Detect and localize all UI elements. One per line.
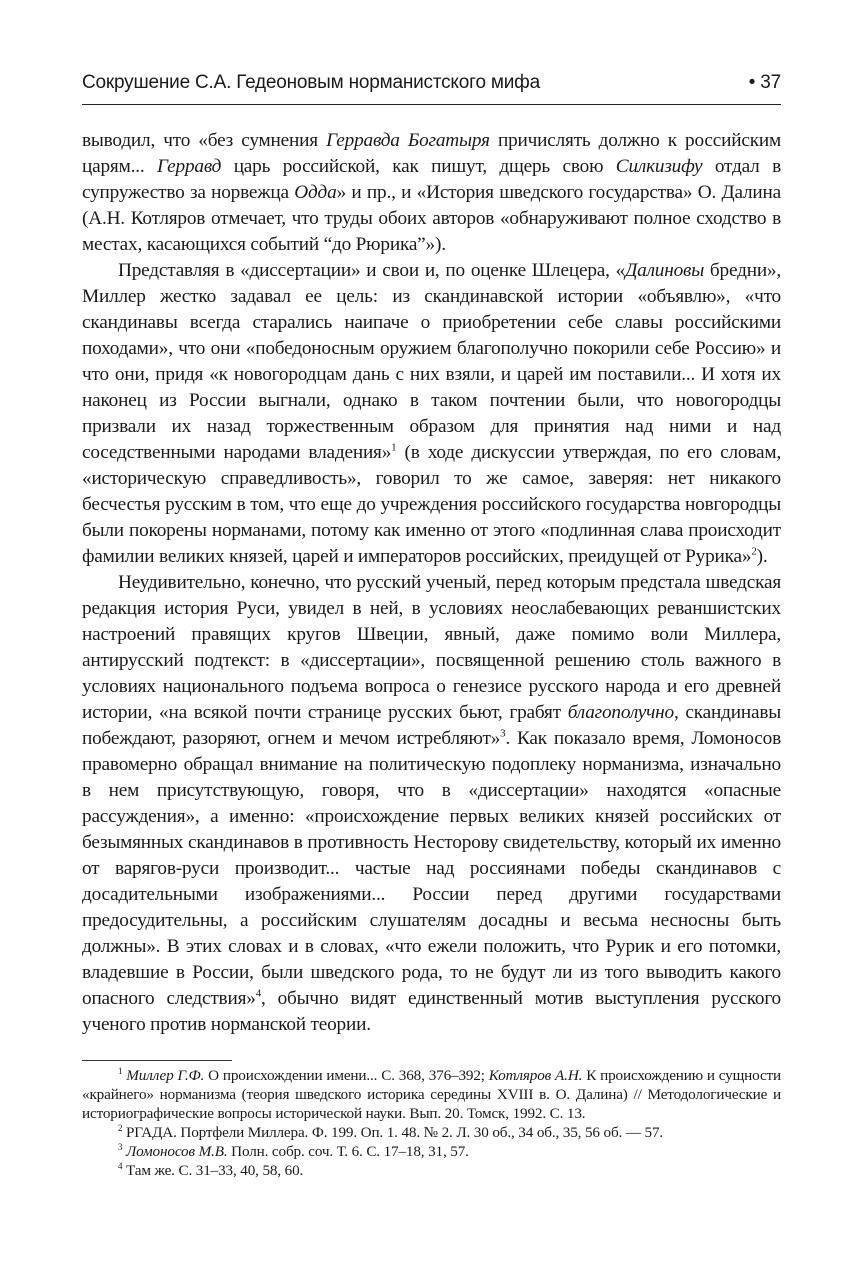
- footnote-ref-1[interactable]: 1: [391, 441, 397, 454]
- text-run: Неудивительно, конечно, что русский ученый, перед которым предстала шведская редакция история Руси, увидел в ней, в условиях неослабевающих реваншистских настроений правящих кругов Швеции, явный, даже помимо воли Миллера, антирусский подтекст: в «диссертации», посвященной решению столь важного в условиях национального подъема вопроса о генезисе русского народа и его древней истории, «на всякой почти странице русских бьют, грабят: [82, 572, 781, 723]
- footnote-2: [82, 1123, 781, 1142]
- text-run: , обычно видят единственный мотив выступления русского ученого против норманской теории.: [82, 988, 781, 1035]
- text-run: выводил, что «без сумнения: [82, 130, 327, 151]
- main-text: [82, 128, 781, 1038]
- footnote-ref-4[interactable]: 4: [255, 987, 262, 1000]
- text-run: , скандинавы побеждают, разоряют, огнем и мечом истребляют»: [82, 702, 781, 749]
- footnote-number: 4: [118, 1160, 123, 1171]
- italic-name: Одда: [294, 182, 337, 203]
- text-run: (в ходе дискуссии утверждая, по его словам, «историческую справедливость», говорил то же самое, заверяя: нет никакого бесчестья русским в том, что еще до учреждения российского государства новгородцы были покорены норманами, потому как именно от этого «подлинная слава происходит фамилии великих князей, царей и императоров российских, преидущей от Рурика»: [82, 442, 781, 567]
- text-run: отдал в супружество за норвежца: [82, 156, 781, 203]
- footnote-3: [82, 1142, 781, 1161]
- footnote-number: 2: [118, 1122, 123, 1133]
- text-run: бредни», Миллер жестко задавал ее цель: из скандинавской истории «объявлю», «что скандинавы всегда старались наипаче о приобретении себе славы российскими походами», что они «победоносным оружием благополучно покорили себе Россию» и что они, придя «к новогородцам дань с них взяли, и царей им поставили... И хотя их наконец из России выгнали, однако в таком почтении были, что новогородцы призвали их назад торжественным образом для принятия над ними и над соседственными народами владения»: [82, 260, 781, 463]
- footnote-text: Там же. С. 31–33, 40, 58, 60.: [122, 1162, 304, 1179]
- header-rule: [82, 104, 781, 105]
- footnote-number: 1: [118, 1065, 123, 1076]
- footnote-4: [82, 1161, 781, 1180]
- footnotes: [82, 1066, 781, 1180]
- text-run: . Как показало время, Ломоносов правомерно обращал внимание на политическую подоплеку норманизма, изначально в нем присутствующую, говоря, что в «диссертации» находятся «опасные рассуждения», а именно: «происхождение первых великих князей российских от безымянных скандинавов в противность Несторову свидетельству, который их именно от варягов-руси производит... частые над россиянами победы скандинавов с досадительными изображениями... России перед другими государствами предосудительны, а российским слушателям досадны и весьма несносны быть должны». В этих словах и в словах, «что ежели положить, что Рурик и его потомки, владевшие в России, были шведского рода, то не будут ли из того выводить какого опасного следствия»: [82, 728, 782, 1009]
- italic-name: Герравд: [156, 156, 222, 177]
- paragraph-2: [82, 258, 781, 570]
- paragraph-1: [82, 128, 781, 258]
- italic-name: Герравда Богатыря: [326, 130, 490, 151]
- text-run: ).: [756, 546, 768, 567]
- footnote-author: Котляров А.Н.: [488, 1067, 583, 1084]
- footnote-rule: [82, 1060, 232, 1061]
- footnote-text: О происхождении имени... С. 368, 376–392;: [204, 1067, 489, 1084]
- footnote-text: Полн. собр. соч. Т. 6. С. 17–18, 31, 57.: [227, 1143, 469, 1160]
- footnote-author: Миллер Г.Ф.: [126, 1067, 205, 1084]
- text-run: царь российской, как пишут, дщерь свою: [221, 156, 616, 177]
- text-run: » и пр., и «История шведского государства» О. Далина (А.Н. Котляров отмечает, что труды обоих авторов «обнаруживают полное сходство в местах, касающихся событий “до Рюрика”»).: [82, 182, 782, 255]
- footnote-1: [82, 1066, 781, 1123]
- text-run: Представляя в «диссертации» и свои и, по оценке Шлецера, «: [118, 260, 626, 281]
- footnote-ref-2[interactable]: 2: [751, 545, 757, 558]
- footnote-text: РГАДА. Портфели Миллера. Ф. 199. Оп. 1. 48. № 2. Л. 30 об., 34 об., 35, 56 об. — 57.: [122, 1124, 664, 1141]
- footnote-ref-3[interactable]: 3: [500, 727, 506, 740]
- footnote-text: К происхождению и сущности «крайнего» норманизма (теория шведского историка середины XVIII в. О. Далина) // Методологические и историографические вопросы исторической науки. Вып. 20. Томск, 1992. С. 13.: [82, 1067, 781, 1122]
- running-header: [82, 72, 781, 94]
- italic-phrase: Далиновы: [625, 260, 705, 281]
- text-run: причислять должно к российским царям...: [82, 130, 781, 177]
- paragraph-3: [82, 570, 781, 1038]
- italic-name: Силкизифу: [615, 156, 703, 177]
- italic-word: благополучно: [567, 702, 674, 723]
- footnote-number: 3: [118, 1141, 123, 1152]
- page-number: • 37: [748, 72, 781, 93]
- footnote-author: Ломоносов М.В.: [126, 1143, 228, 1160]
- running-title: Сокрушение С.А. Гедеоновым норманистского мифа: [82, 72, 540, 93]
